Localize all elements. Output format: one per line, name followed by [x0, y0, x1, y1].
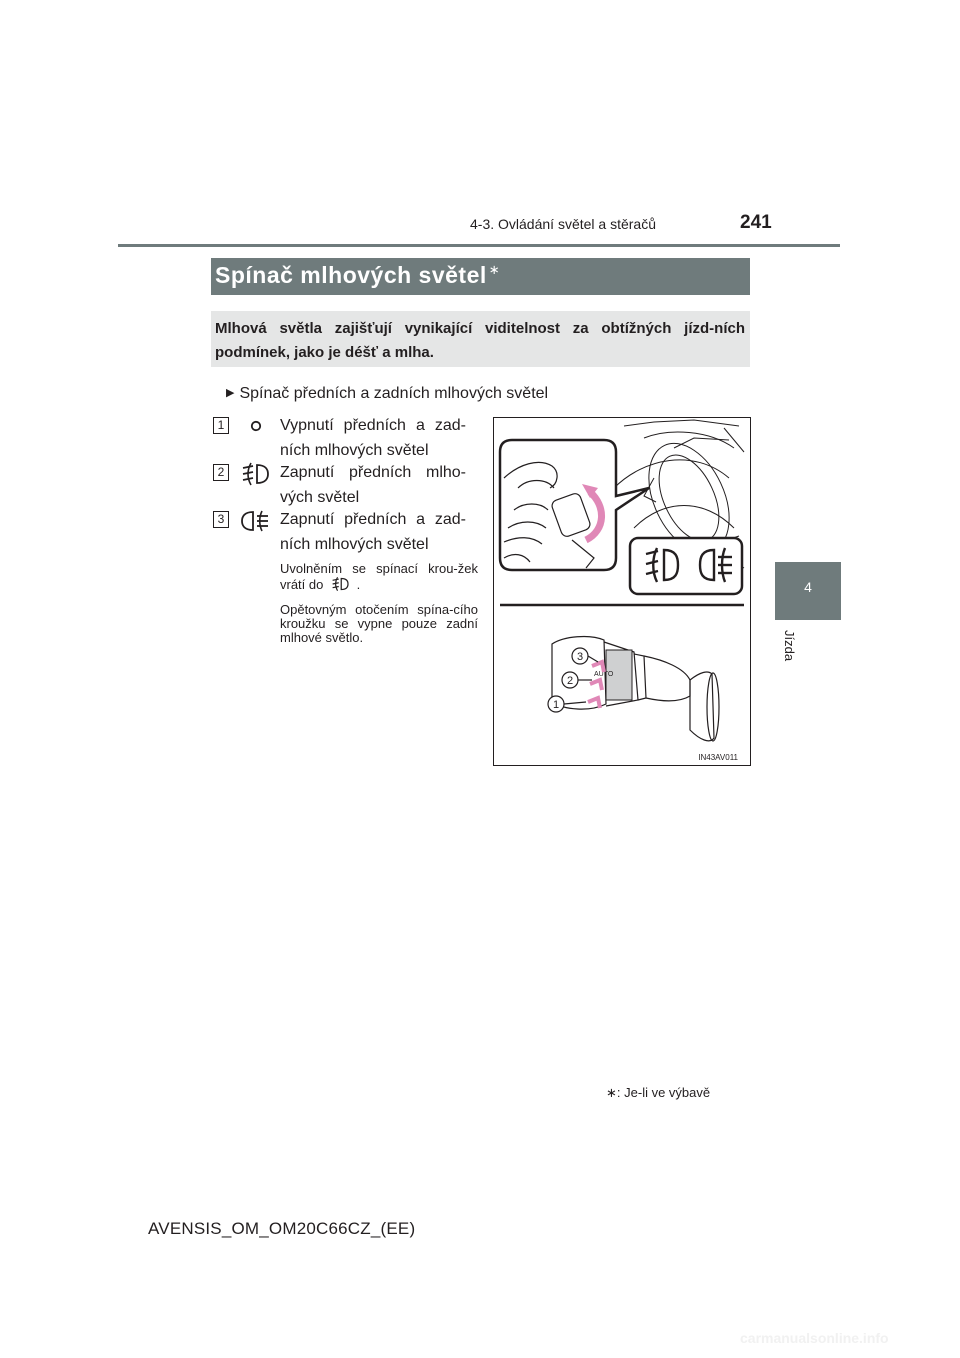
item-text-1: Vypnutí předních a zad-ních mlhových světel: [280, 417, 466, 459]
illustration-drawing: [494, 418, 750, 765]
repeat-note: Opětovným otočením spína-cího kroužku se vypne pouze zadní mlhové světlo.: [280, 602, 478, 645]
bullet-arrow-icon: ▶: [226, 387, 235, 399]
item-text-2: Zapnutí předních mlho-vých světel: [280, 464, 466, 506]
optional-equipment-mark: ∗: [488, 262, 501, 277]
subheading-text: Spínač předních a zadních mlhových světel: [239, 385, 549, 402]
rear-fog-light-icon: [240, 508, 270, 534]
fog-light-switch-illustration: [493, 417, 751, 766]
item-number-2: 2: [213, 464, 229, 481]
header-divider: [118, 244, 840, 247]
switch-label: AUTO: [594, 671, 614, 678]
release-note-suffix: .: [356, 577, 361, 592]
item-number-1: 1: [213, 417, 229, 434]
callout-2: 2: [566, 675, 574, 687]
watermark: carmanualsonline.info: [740, 1330, 889, 1346]
callout-1: 1: [552, 699, 560, 711]
section-heading-bar: [211, 258, 750, 295]
release-note-text: Uvolněním se spínací krou-žek vrátí do: [280, 561, 478, 592]
section-heading-text: Spínač mlhových světel: [215, 262, 487, 288]
footnote-text: : Je-li ve výbavě: [616, 1085, 711, 1100]
item-text-3: Zapnutí předních a zad-ních mlhových světel: [280, 511, 466, 553]
page-number: 241: [740, 212, 772, 233]
front-fog-light-icon: [240, 461, 270, 487]
intro-text: Mlhová světla zajišťují vynikající viditelnost za obtížných jízd-ních podmínek, jako je déšť a mlha.: [215, 320, 745, 361]
item-number-3: 3: [213, 511, 229, 528]
figure-code: IN43AV011: [698, 753, 738, 762]
section-heading: [215, 262, 500, 289]
chapter-number: 4: [804, 579, 812, 595]
chapter-label: Jízda: [782, 630, 797, 662]
footnote: [606, 1085, 710, 1101]
footnote-star: ∗: [606, 1085, 617, 1100]
chapter-tab: [775, 562, 841, 620]
front-fog-light-icon: [329, 576, 351, 592]
off-circle-icon: [248, 418, 264, 434]
section-title: 4-3. Ovládání světel a stěračů: [470, 216, 656, 232]
subheading: [226, 385, 548, 403]
intro-box: [211, 311, 750, 367]
release-note: [280, 562, 478, 592]
document-code: AVENSIS_OM_OM20C66CZ_(EE): [148, 1219, 416, 1238]
callout-3: 3: [576, 651, 584, 663]
